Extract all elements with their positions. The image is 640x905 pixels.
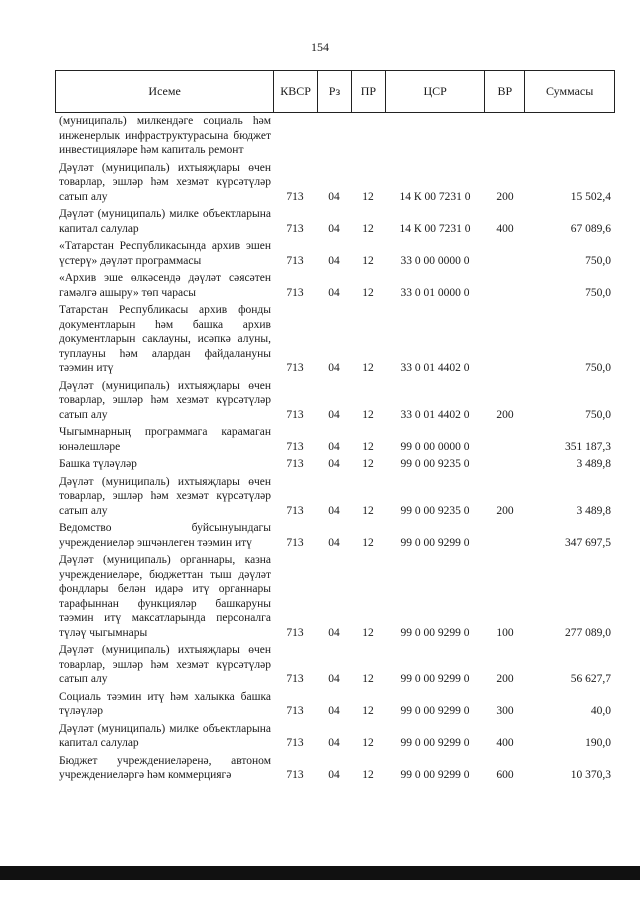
row-csr: 99 0 00 9299 0	[400, 737, 470, 749]
row-name: Дәүләт (муниципаль) ихтыяҗлары өчен товарлар, эшләр һәм хезмәт күрсәтүләр сатып алу	[59, 475, 271, 517]
row-name: Чыгымнарның программага карамаган юнәлешләре	[59, 426, 271, 453]
table-row	[55, 475, 615, 519]
row-rz: 04	[328, 737, 340, 749]
table-row	[55, 271, 615, 300]
row-sum: 40,0	[590, 705, 611, 717]
row-pr: 12	[362, 362, 374, 374]
row-vr: 100	[496, 626, 514, 639]
row-rz: 04	[328, 440, 340, 453]
row-pr: 12	[362, 458, 374, 470]
row-kvsr: 713	[286, 222, 304, 235]
row-csr: 99 0 00 9299 0	[400, 769, 470, 781]
row-rz: 04	[328, 504, 340, 517]
row-csr: 99 0 00 9235 0	[400, 504, 470, 517]
row-rz: 04	[328, 769, 340, 781]
row-name: Дәүләт (муниципаль) милке объектларына капитал салулар	[59, 722, 271, 749]
row-sum	[525, 114, 615, 158]
row-kvsr: 713	[286, 737, 304, 749]
row-kvsr: 713	[286, 705, 304, 717]
page-number: 154	[311, 40, 329, 54]
row-rz: 04	[328, 705, 340, 717]
row-vr: 400	[496, 737, 514, 749]
header-kvsr: КВСР	[273, 71, 317, 112]
table-row	[55, 457, 615, 472]
row-vr	[485, 239, 525, 268]
row-vr	[485, 425, 525, 454]
header-name: Исеме	[148, 84, 181, 98]
row-sum: 15 502,4	[570, 190, 611, 203]
row-name: «Татарстан Республикасында архив эшен үстерү» дәүләт программасы	[59, 240, 271, 267]
row-pr: 12	[362, 504, 374, 517]
row-rz: 04	[328, 458, 340, 470]
row-pr: 12	[362, 254, 374, 267]
row-csr: 99 0 00 9299 0	[400, 705, 470, 717]
row-pr: 12	[362, 408, 374, 421]
row-rz: 04	[328, 254, 340, 267]
row-csr: 14 К 00 7231 0	[399, 222, 471, 235]
table-header	[55, 70, 615, 113]
row-kvsr: 713	[286, 440, 304, 453]
table-row	[55, 303, 615, 376]
row-sum: 3 489,8	[576, 458, 611, 470]
row-sum: 56 627,7	[570, 673, 611, 685]
row-kvsr: 713	[286, 254, 304, 267]
row-name: Дәүләт (муниципаль) милке объектларына капитал салулар	[59, 208, 271, 235]
row-rz: 04	[328, 536, 340, 549]
row-rz: 04	[328, 222, 340, 235]
row-csr: 99 0 00 9299 0	[400, 673, 470, 685]
row-sum: 3 489,8	[576, 504, 611, 517]
row-vr	[485, 457, 525, 472]
row-pr: 12	[362, 190, 374, 203]
row-rz: 04	[328, 408, 340, 421]
row-pr: 12	[362, 673, 374, 685]
row-sum: 750,0	[585, 408, 611, 421]
row-csr: 33 0 01 4402 0	[400, 362, 470, 374]
row-vr: 200	[496, 408, 514, 421]
row-name: Башка түләүләр	[59, 458, 137, 470]
row-rz: 04	[328, 673, 340, 685]
scan-edge-bar	[0, 866, 640, 880]
row-vr: 200	[496, 504, 514, 517]
header-pr: ПР	[351, 71, 385, 112]
row-pr: 12	[362, 440, 374, 453]
row-kvsr: 713	[286, 408, 304, 421]
row-kvsr: 713	[286, 769, 304, 781]
row-kvsr: 713	[286, 536, 304, 549]
row-csr: 33 0 01 4402 0	[400, 408, 470, 421]
row-sum: 190,0	[585, 737, 611, 749]
table-row	[55, 521, 615, 550]
header-rz: Рз	[317, 71, 351, 112]
table-row	[55, 643, 615, 687]
table-row	[55, 161, 615, 205]
row-rz: 04	[328, 362, 340, 374]
row-pr: 12	[362, 286, 374, 299]
row-pr: 12	[362, 626, 374, 639]
row-vr: 600	[496, 769, 514, 781]
row-csr: 99 0 00 9299 0	[400, 536, 470, 549]
row-name: Татарстан Республикасы архив фонды документларын һәм башка архив документларын саклауны, исәпкә алуны, туплауны һәм алардан файдалануны тәэмин итү	[59, 304, 271, 374]
row-sum: 67 089,6	[570, 222, 611, 235]
table-row	[55, 553, 615, 640]
row-sum: 750,0	[585, 362, 611, 374]
row-kvsr: 713	[286, 504, 304, 517]
header-sum: Суммасы	[524, 71, 614, 112]
row-kvsr: 713	[286, 286, 304, 299]
row-csr: 14 К 00 7231 0	[399, 190, 471, 203]
row-csr	[385, 114, 485, 158]
row-name: Бюджет учреждениеләренә, автоном учреждениеләргә һәм коммерциягә	[59, 754, 271, 781]
table-row	[55, 379, 615, 423]
row-vr: 300	[496, 705, 514, 717]
row-rz: 04	[328, 286, 340, 299]
row-name: Дәүләт (муниципаль) ихтыяҗлары өчен товарлар, эшләр һәм хезмәт күрсәтүләр сатып алу	[59, 379, 271, 421]
row-csr: 99 0 00 9299 0	[400, 626, 470, 639]
row-kvsr: 713	[286, 626, 304, 639]
row-vr: 400	[496, 222, 514, 235]
row-kvsr: 713	[286, 190, 304, 203]
row-name: Ведомство буйсынуындагы учреждениеләр эшчәнлеген тәэмин итү	[59, 522, 271, 549]
row-pr: 12	[362, 769, 374, 781]
row-sum: 347 697,5	[565, 536, 611, 549]
row-name: Дәүләт (муниципаль) органнары, казна учреждениеләре, бюджеттан тыш дәүләт фондлары белән идарә итү органнары тарафыннан функцияләр башкаруны тәэмин итү максатларында персоналга түләү чыгымнары	[59, 554, 271, 639]
row-name: Дәүләт (муниципаль) ихтыяҗлары өчен товарлар, эшләр һәм хезмәт күрсәтүләр сатып алу	[59, 161, 271, 203]
row-sum: 750,0	[585, 286, 611, 299]
row-name: Социаль тәэмин итү һәм халыкка башка түләүләр	[59, 690, 271, 717]
row-sum: 10 370,3	[570, 769, 611, 781]
row-vr	[485, 521, 525, 550]
row-vr: 200	[496, 673, 514, 685]
row-vr	[485, 271, 525, 300]
row-csr: 99 0 00 9235 0	[400, 458, 470, 470]
row-name: Дәүләт (муниципаль) ихтыяҗлары өчен товарлар, эшләр һәм хезмәт күрсәтүләр сатып алу	[59, 644, 271, 685]
row-csr: 99 0 00 0000 0	[400, 440, 470, 453]
row-kvsr: 713	[286, 458, 304, 470]
row-vr: 200	[496, 190, 514, 203]
row-vr	[485, 303, 525, 376]
row-name: «Архив эше өлкәсендә дәүләт сәясәтен гамәлгә ашыру» төп чарасы	[59, 272, 271, 299]
row-pr: 12	[362, 536, 374, 549]
table-row	[55, 754, 615, 783]
row-vr	[485, 114, 525, 158]
row-csr: 33 0 01 0000 0	[400, 286, 470, 299]
row-kvsr	[273, 114, 317, 158]
row-pr: 12	[362, 705, 374, 717]
table-row	[55, 425, 615, 454]
row-pr	[351, 114, 385, 158]
row-sum: 750,0	[585, 254, 611, 267]
row-kvsr: 713	[286, 673, 304, 685]
row-pr: 12	[362, 737, 374, 749]
header-vr: ВР	[484, 71, 524, 112]
row-sum: 351 187,3	[565, 440, 611, 453]
row-rz	[317, 114, 351, 158]
table-row	[55, 239, 615, 268]
table-row	[55, 722, 615, 751]
row-csr: 33 0 00 0000 0	[400, 254, 470, 267]
row-rz: 04	[328, 190, 340, 203]
row-kvsr: 713	[286, 362, 304, 374]
table-row	[55, 690, 615, 719]
table-body	[55, 114, 615, 786]
row-name: (муниципаль) милкендәге социаль һәм инженерлык инфраструктурасына бюджет инвестицияләре һәм капиталь ремонт	[59, 115, 271, 156]
header-csr: ЦСР	[385, 71, 485, 112]
row-rz: 04	[328, 626, 340, 639]
row-pr: 12	[362, 222, 374, 235]
row-sum: 277 089,0	[565, 626, 611, 639]
table-row	[55, 207, 615, 236]
table-row	[55, 114, 615, 158]
